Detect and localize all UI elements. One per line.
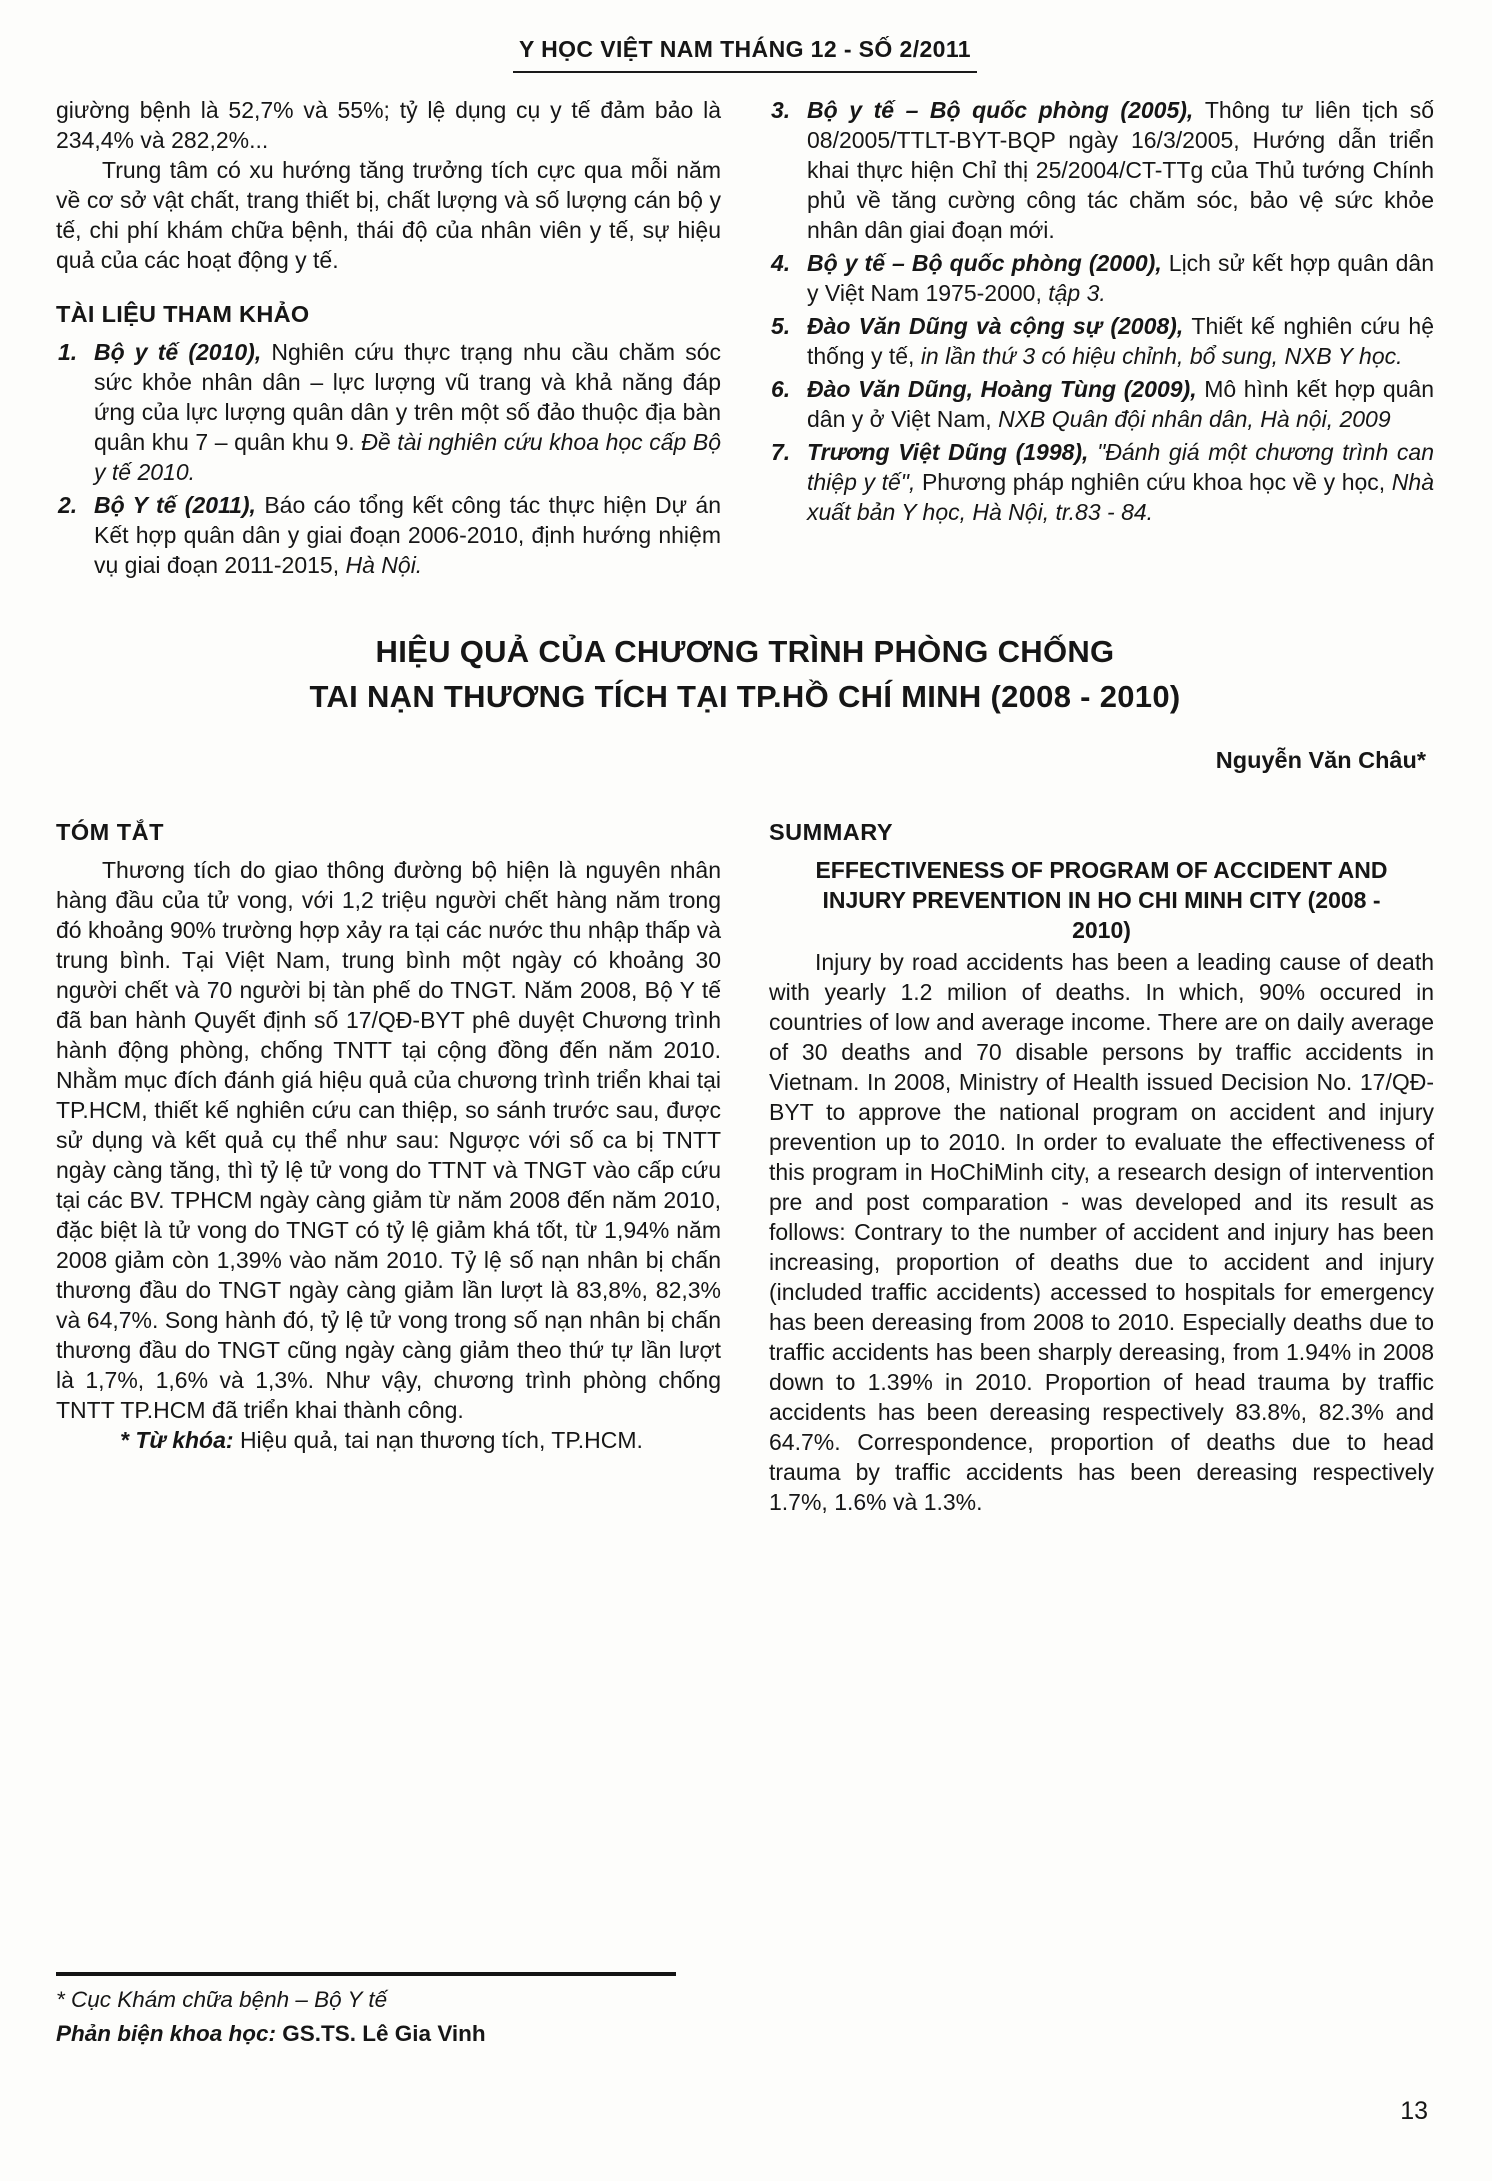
reference-number: 3. [771,97,791,123]
abstract-section [56,817,1434,1517]
continuation-paragraph-1: giường bệnh là 52,7% và 55%; tỷ lệ dụng cụ y tế đảm bảo là 234,4% và 282,2%... [56,97,721,153]
reference-item-1 [56,337,721,487]
article-title-line1: HIỆU QUẢ CỦA CHƯƠNG TRÌNH PHÒNG CHỐNG [375,634,1115,669]
summary-heading: SUMMARY [769,819,894,845]
reference-text: Đào Văn Dũng và cộng sự (2008), Thiết kế nghiên cứu hệ thống y tế, in lần thứ 3 có hiệu chỉnh, bổ sung, NXB Y học. [807,313,1434,369]
article-title [56,629,1434,719]
top-left-column [56,95,721,583]
footer-divider [56,1972,676,1976]
reference-text: Đào Văn Dũng, Hoàng Tùng (2009), Mô hình kết hợp quân dân y ở Việt Nam, NXB Quân đội nhân dân, Hà nội, 2009 [807,376,1434,432]
top-right-column [769,95,1434,583]
reference-number: 2. [58,492,78,518]
reference-number: 5. [771,313,791,339]
abstract-heading-vi: TÓM TẮT [56,819,164,845]
references-heading: TÀI LIỆU THAM KHẢO [56,301,310,327]
summary-subtitle: EFFECTIVENESS OF PROGRAM OF ACCIDENT AND INJURY PREVENTION IN HO CHI MINH CITY (2008 - 2010) [815,857,1388,943]
abstract-body-vi: Thương tích do giao thông đường bộ hiện là nguyên nhân hàng đầu của tử vong, với 1,2 triệu người chết hàng năm trong đó khoảng 90% trường hợp xảy ra tại các nước thu nhập thấp và trung bình. Tại Việt Nam, trung bình một ngày có khoảng 30 người chết và 70 người bị tàn phế do TNGT. Năm 2008, Bộ Y tế đã ban hành Quyết định số 17/QĐ-BYT phê duyệt Chương trình hành động phòng, chống TNTT tại cộng đồng đến năm 2010. Nhằm mục đích đánh giá hiệu quả của chương trình triển khai tại TP.HCM, thiết kế nghiên cứu can thiệp, so sánh trước sau, được sử dụng và kết quả cụ thể như sau: Ngược với số ca bị TNTT ngày càng tăng, thì tỷ lệ tử vong do TTNT và TNGT vào cấp cứu tại các BV. TPHCM ngày càng giảm từ năm 2008 đến năm 2010, đặc biệt là tử vong do TNGT có tỷ lệ giảm khá tốt, từ 1,94% năm 2008 giảm còn 1,39% vào năm 2010. Tỷ lệ số nạn nhân bị chấn thương đầu do TNGT ngày càng giảm lần lượt là 83,8%, 82,3% và 64,7%. Song hành đó, tỷ lệ tử vong trong số nạn nhân bị chấn thương đầu do TNGT cũng ngày càng giảm theo thứ tự lần lượt là 1,7%, 1,6% và 1,3%. Như vậy, chương trình phòng chống TNTT TP.HCM đã triển khai thành công. [56,857,721,1423]
reference-number: 1. [58,339,78,365]
reference-text: Bộ y tế (2010), Nghiên cứu thực trạng nhu cầu chăm sóc sức khỏe nhân dân – lực lượng vũ trang và khả năng đáp ứng của lực lượng quân dân y trên một số đảo thuộc địa bàn quân khu 7 – quân khu 9. Đề tài nghiên cứu khoa học cấp Bộ y tế 2010. [94,339,721,485]
article-author: Nguyễn Văn Châu* [1215,747,1426,773]
top-section [56,95,1434,583]
reference-text: Bộ Y tế (2011), Báo cáo tổng kết công tác thực hiện Dự án Kết hợp quân dân y giai đoạn 2006-2010, định hướng nhiệm vụ giai đoạn 2011-2015, Hà Nội. [94,492,721,578]
article-title-line2: TAI NẠN THƯƠNG TÍCH TẠI TP.HỒ CHÍ MINH (2008 - 2010) [309,679,1181,714]
abstract-vi-column [56,817,721,1517]
reference-number: 7. [771,439,791,465]
journal-header-title: Y HỌC VIỆT NAM THÁNG 12 - SỐ 2/2011 [513,34,977,73]
reference-item-2 [56,490,721,580]
page-footer [56,1972,756,2049]
reference-item-6 [769,374,1434,434]
reference-item-3 [769,95,1434,245]
reference-number: 6. [771,376,791,402]
summary-en-column [769,817,1434,1517]
reference-item-4 [769,248,1434,308]
reference-text: Trương Việt Dũng (1998), "Đánh giá một chương trình can thiệp y tế", Phương pháp nghiên cứu khoa học về y học, Nhà xuất bản Y học, Hà Nội, tr.83 - 84. [807,439,1434,525]
author-affiliation: * Cục Khám chữa bệnh – Bộ Y tế [56,1987,388,2012]
page-header [56,34,1434,73]
keywords-line: * Từ khóa: Hiệu quả, tai nạn thương tích, TP.HCM. [120,1427,643,1453]
page-number: 13 [1400,2097,1428,2125]
reference-number: 4. [771,250,791,276]
reference-item-7 [769,437,1434,527]
reference-text: Bộ y tế – Bộ quốc phòng (2005), Thông tư liên tịch số 08/2005/TTLT-BYT-BQP ngày 16/3/2005, Hướng dẫn triển khai thực hiện Chỉ thị 25/2004/CT-TTg của Thủ tướng Chính phủ về tăng cường công tác chăm sóc, bảo vệ sức khỏe nhân dân giai đoạn mới. [807,97,1434,243]
reference-item-5 [769,311,1434,371]
summary-body: Injury by road accidents has been a leading cause of death with yearly 1.2 milion of deaths. In which, 90% occured in countries of low and average income. There are on daily average of 30 deaths and 70 disable persons by traffic accidents in Vietnam. In 2008, Ministry of Health issued Decision No. 17/QĐ-BYT to approve the national program on accident and injury prevention up to 2010. In order to evaluate the effectiveness of this program in HoChiMinh city, a research design of intervention pre and post comparation - was developed and its result as follows: Contrary to the number of accident and injury has been increasing, proportion of deaths due to accident and injury (included traffic accidents) accessed to hospitals for emergency has been dereasing from 2008 to 2010. Especially deaths due to traffic accidents has been sharply dereasing, from 1.94% in 2008 down to 1.39% in 2010. Proportion of head trauma by traffic accidents has been dereasing respectively 83.8%, 82.3% and 64.7%. Correspondence, proportion of deaths due to head trauma by traffic accidents has been dereasing respectively 1.7%, 1.6% và 1.3%. [769,949,1434,1515]
reference-text: Bộ y tế – Bộ quốc phòng (2000), Lịch sử kết hợp quân dân y Việt Nam 1975-2000, tập 3. [807,250,1434,306]
peer-review-line: Phản biện khoa học: GS.TS. Lê Gia Vinh [56,2021,486,2046]
continuation-paragraph-2: Trung tâm có xu hướng tăng trưởng tích cực qua mỗi năm về cơ sở vật chất, trang thiết bị, chất lượng và số lượng cán bộ y tế, chi phí khám chữa bệnh, thái độ của nhân viên y tế, sự hiệu quả của các hoạt động y tế. [56,157,721,273]
